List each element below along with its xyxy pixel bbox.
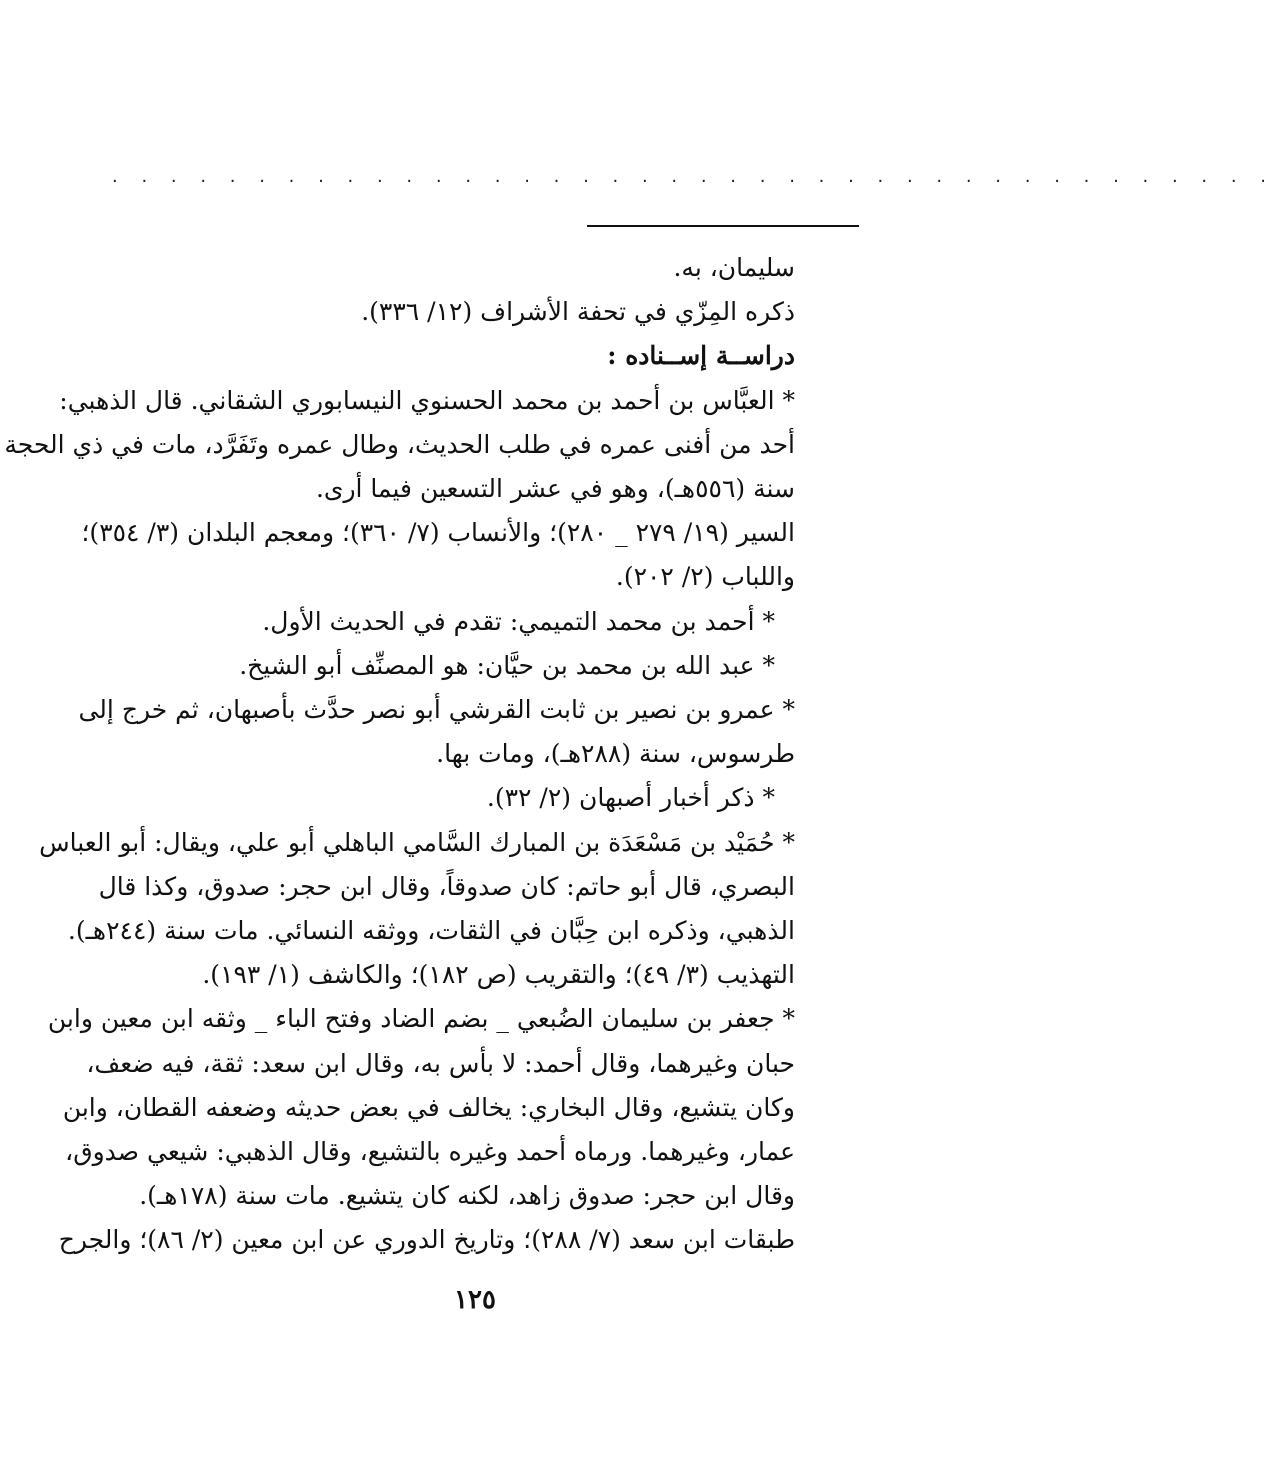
text-line: الذهبي، وذكره ابن حِبَّان في الثقات، ووثقه النسائي. مات سنة (٢٤٤هـ).: [67, 916, 795, 946]
text-line: وكان يتشيع، وقال البخاري: يخالف في بعض حديثه وضعفه القطان، وابن: [62, 1092, 795, 1122]
footnote-rule: [587, 225, 859, 227]
text-line: * حُمَيْد بن مَسْعَدَة بن المبارك السَّامي الباهلي أبو علي، ويقال: أبو العباس: [39, 827, 795, 857]
text-line: طبقات ابن سعد (٧/ ٢٨٨)؛ وتاريخ الدوري عن ابن معين (٢/ ٨٦)؛ والجرح: [58, 1225, 795, 1255]
section-heading: دراســة إســناده :: [607, 341, 795, 371]
text-line: عمار، وغيرهما. ورماه أحمد وغيره بالتشيع، وقال الذهبي: شيعي صدوق،: [65, 1137, 795, 1167]
text-line: * العبَّاس بن أحمد بن محمد الحسنوي النيسابوري الشقاني. قال الذهبي:: [59, 385, 795, 415]
text-line: ذكره المِزّي في تحفة الأشراف (١٢/ ٣٣٦).: [361, 297, 795, 327]
text-line: أحد من أفنى عمره في طلب الحديث، وطال عمره وتَفَرَّد، مات في ذي الحجة: [4, 429, 795, 459]
text-line: واللباب (٢/ ٢٠٢).: [615, 562, 795, 592]
text-line: سنة (٥٥٦هـ)، وهو في عشر التسعين فيما أرى.: [315, 474, 795, 504]
text-line: حبان وغيرهما، وقال أحمد: لا بأس به، وقال ابن سعد: ثقة، فيه ضعف،: [86, 1048, 795, 1078]
footnote-text-block: [4, 246, 795, 1263]
text-line: التهذيب (٣/ ٤٩)؛ والتقريب (ص ١٨٢)؛ والكاشف (١/ ١٩٣).: [202, 960, 795, 990]
text-line: * أحمد بن محمد التميمي: تقدم في الحديث الأول.: [262, 606, 775, 636]
text-line: * جعفر بن سليمان الضُبعي _ بضم الضاد وفتح الباء _ وثقه ابن معين وابن: [47, 1004, 795, 1034]
text-line: * ذكر أخبار أصبهان (٢/ ٣٢).: [486, 783, 775, 813]
text-line: البصري، قال أبو حاتم: كان صدوقاً، وقال ابن حجر: صدوق، وكذا قال: [98, 871, 795, 901]
text-line: سليمان، به.: [673, 253, 795, 282]
text-line: السير (١٩/ ٢٧٩ _ ٢٨٠)؛ والأنساب (٧/ ٣٦٠)؛ ومعجم البلدان (٣/ ٣٥٤)؛: [81, 518, 795, 548]
text-line: * عمرو بن نصير بن ثابت القرشي أبو نصر حدَّث بأصبهان، ثم خرج إلى: [78, 695, 795, 725]
page-number: ١٢٥: [454, 1285, 496, 1315]
text-line: طرسوس، سنة (٢٨٨هـ)، ومات بها.: [436, 739, 795, 769]
separator-dots: . . . . . . . . . . . . . . . . . . . . . . . . . . . . . . . . . . . . . . . .: [112, 166, 1275, 187]
text-line: * عبد الله بن محمد بن حيَّان: هو المصنِّف أبو الشيخ.: [239, 650, 775, 680]
text-line: وقال ابن حجر: صدوق زاهد، لكنه كان يتشيع. مات سنة (١٧٨هـ).: [139, 1181, 795, 1211]
